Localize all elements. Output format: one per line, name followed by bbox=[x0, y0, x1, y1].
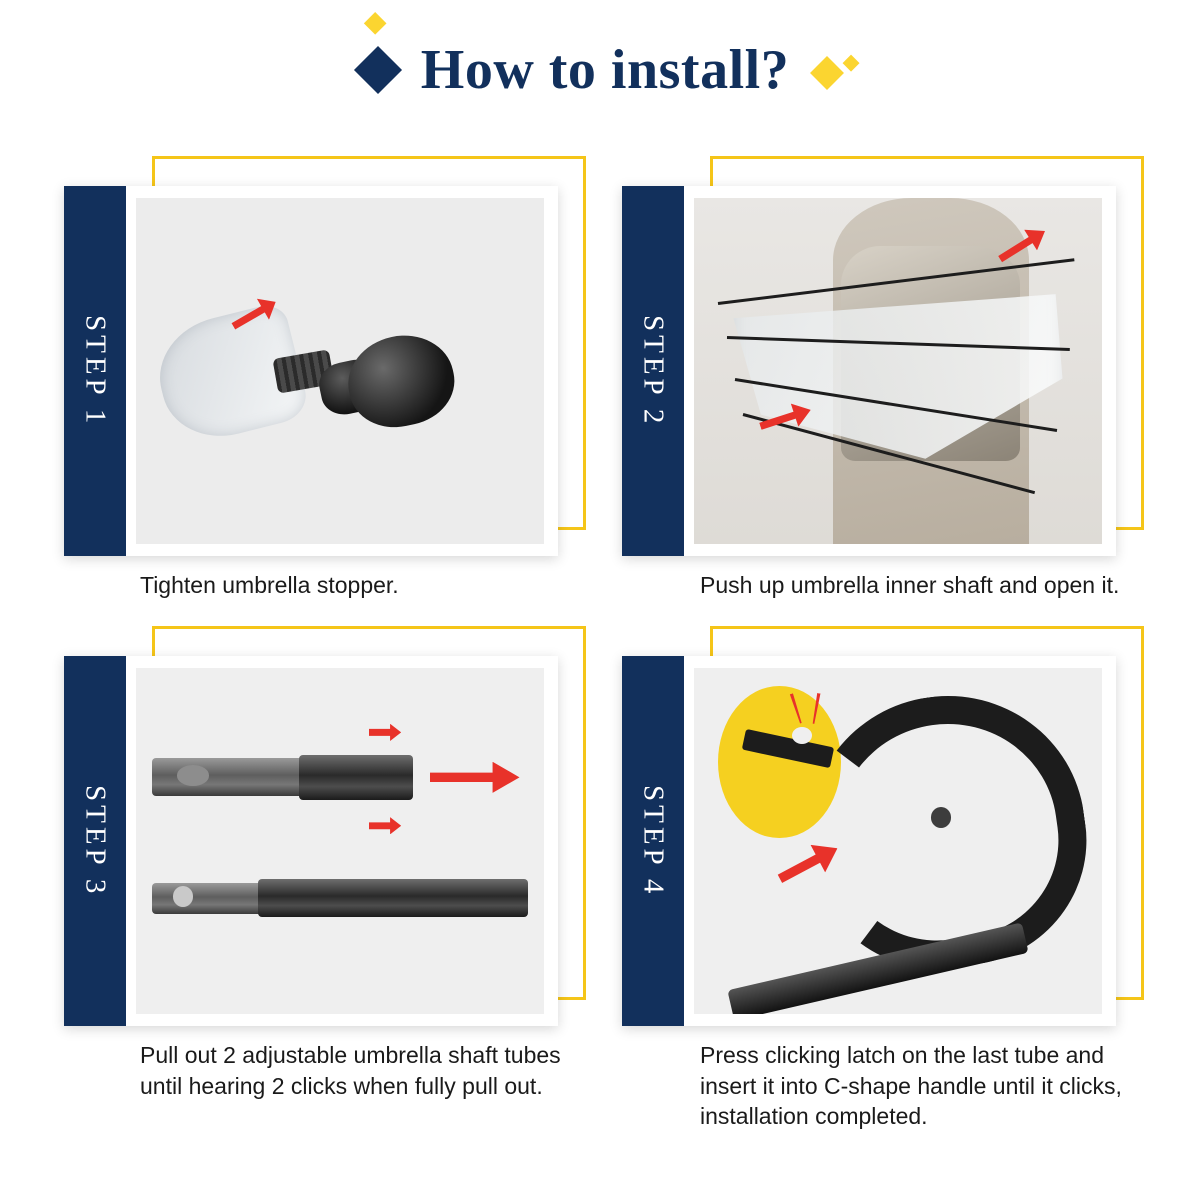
step-2-image bbox=[694, 198, 1102, 544]
step-4-card bbox=[622, 656, 1116, 1026]
step-4-frame bbox=[614, 626, 1144, 1026]
step-2-caption: Push up umbrella inner shaft and open it. bbox=[700, 572, 1120, 598]
step-3-label: STEP 3 bbox=[79, 785, 112, 898]
diamond-decoration-left bbox=[354, 46, 402, 94]
step-4-image bbox=[694, 668, 1102, 1014]
step-3-frame bbox=[56, 626, 586, 1026]
step-1-card bbox=[64, 186, 558, 556]
step-4-caption: Press clicking latch on the last tube and insert it into C-shape handle until it clicks, installation completed. bbox=[700, 1042, 1122, 1130]
step-2-frame bbox=[614, 156, 1144, 556]
step-card-3 bbox=[56, 610, 586, 1131]
step-3-label-bar bbox=[64, 656, 126, 1026]
step-card-1 bbox=[56, 140, 586, 600]
step-1-label-bar bbox=[64, 186, 126, 556]
step-2-label: STEP 2 bbox=[637, 314, 670, 428]
page-header bbox=[0, 0, 1200, 140]
step-2-card bbox=[622, 186, 1116, 556]
step-4-label-bar bbox=[622, 656, 684, 1026]
step-3-image bbox=[136, 668, 544, 1014]
step-card-4 bbox=[614, 610, 1144, 1131]
step-4-label: STEP 4 bbox=[637, 785, 670, 898]
step-1-label: STEP 1 bbox=[79, 314, 112, 428]
steps-grid bbox=[0, 140, 1200, 1131]
page-title: How to install? bbox=[420, 39, 790, 101]
step-2-label-bar bbox=[622, 186, 684, 556]
step-1-frame bbox=[56, 156, 586, 556]
step-1-image bbox=[136, 198, 544, 544]
step-card-2 bbox=[614, 140, 1144, 600]
step-3-caption: Pull out 2 adjustable umbrella shaft tubes until hearing 2 clicks when fully pull out. bbox=[140, 1042, 561, 1099]
step-1-caption: Tighten umbrella stopper. bbox=[140, 572, 399, 598]
diamond-decoration-right bbox=[810, 56, 844, 90]
step-3-card bbox=[64, 656, 558, 1026]
